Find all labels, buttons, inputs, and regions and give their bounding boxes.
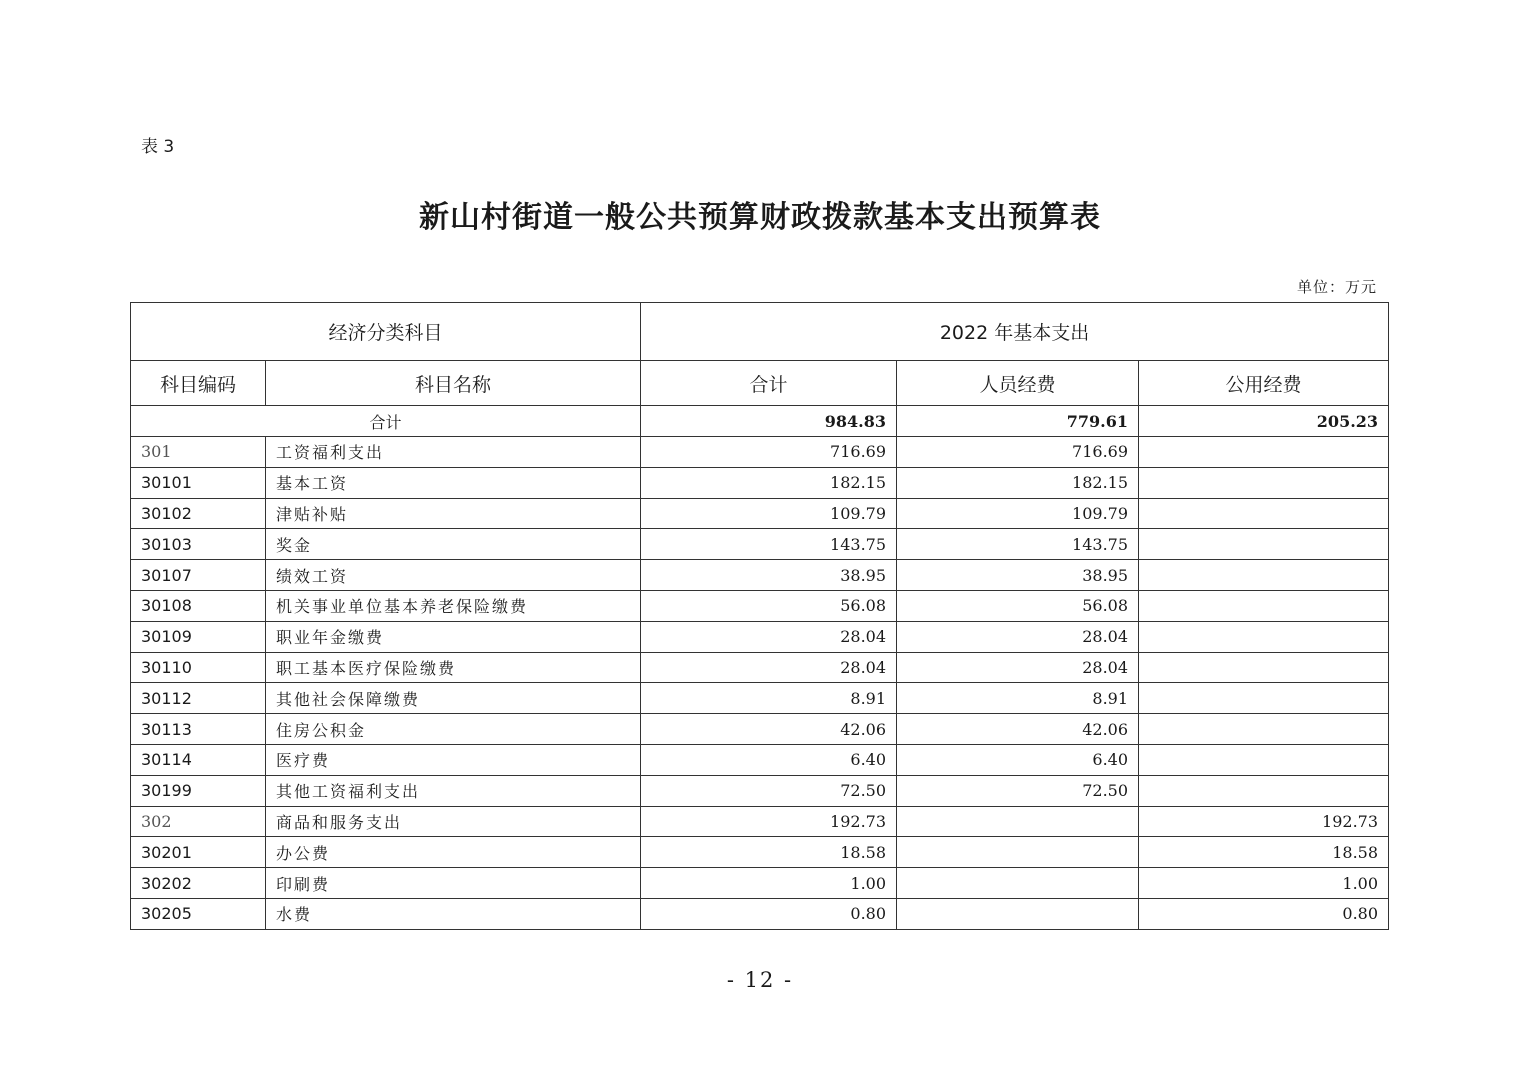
table-row	[131, 806, 1389, 837]
public-cell	[1139, 652, 1389, 683]
total-cell: 56.08	[641, 590, 897, 621]
table-row	[131, 714, 1389, 745]
subject-name-cell: 工资福利支出	[266, 437, 641, 468]
subject-code-cell: 30205	[131, 898, 266, 929]
personnel-cell: 143.75	[897, 529, 1139, 560]
public-cell: 0.80	[1139, 898, 1389, 929]
total-cell: 6.40	[641, 744, 897, 775]
table-row	[131, 621, 1389, 652]
subject-name-cell: 医疗费	[266, 744, 641, 775]
budget-table	[130, 302, 1389, 930]
subject-code-cell: 30107	[131, 560, 266, 591]
subject-name-cell: 其他社会保障缴费	[266, 683, 641, 714]
subject-code-cell: 30109	[131, 621, 266, 652]
header-basic-expenditure-2022: 2022 年基本支出	[641, 303, 1389, 361]
public-cell	[1139, 498, 1389, 529]
subject-code-cell: 30103	[131, 529, 266, 560]
header-economic-classification: 经济分类科目	[131, 303, 641, 361]
personnel-cell	[897, 837, 1139, 868]
personnel-cell: 109.79	[897, 498, 1139, 529]
total-cell: 1.00	[641, 868, 897, 899]
table-label: 表 3	[141, 137, 175, 157]
table-row	[131, 590, 1389, 621]
table-row	[131, 652, 1389, 683]
total-cell: 42.06	[641, 714, 897, 745]
total-cell: 38.95	[641, 560, 897, 591]
personnel-cell: 716.69	[897, 437, 1139, 468]
total-cell: 192.73	[641, 806, 897, 837]
table-row	[131, 898, 1389, 929]
subject-name-cell: 职业年金缴费	[266, 621, 641, 652]
personnel-cell: 28.04	[897, 621, 1139, 652]
table-row	[131, 560, 1389, 591]
table-row	[131, 683, 1389, 714]
public-cell	[1139, 775, 1389, 806]
header-public-expenses: 公用经费	[1139, 361, 1389, 406]
subject-name-cell: 绩效工资	[266, 560, 641, 591]
header-personnel-expenses: 人员经费	[897, 361, 1139, 406]
page-number: - 12 -	[726, 968, 794, 992]
public-cell: 192.73	[1139, 806, 1389, 837]
personnel-cell: 72.50	[897, 775, 1139, 806]
total-cell: 8.91	[641, 683, 897, 714]
public-cell	[1139, 590, 1389, 621]
subject-code-cell: 30199	[131, 775, 266, 806]
total-row-label: 合计	[131, 406, 641, 437]
personnel-cell: 38.95	[897, 560, 1139, 591]
public-cell	[1139, 467, 1389, 498]
public-cell	[1139, 621, 1389, 652]
total-cell: 109.79	[641, 498, 897, 529]
total-row-total: 984.83	[641, 406, 897, 437]
total-cell: 18.58	[641, 837, 897, 868]
subject-name-cell: 职工基本医疗保险缴费	[266, 652, 641, 683]
public-cell: 1.00	[1139, 868, 1389, 899]
total-row-public: 205.23	[1139, 406, 1389, 437]
subject-code-cell: 302	[131, 806, 266, 837]
total-cell: 72.50	[641, 775, 897, 806]
subject-code-cell: 30113	[131, 714, 266, 745]
subject-code-cell: 30201	[131, 837, 266, 868]
subject-name-cell: 其他工资福利支出	[266, 775, 641, 806]
public-cell	[1139, 683, 1389, 714]
total-cell: 28.04	[641, 621, 897, 652]
personnel-cell: 56.08	[897, 590, 1139, 621]
public-cell	[1139, 437, 1389, 468]
subject-code-cell: 30101	[131, 467, 266, 498]
table-row	[131, 467, 1389, 498]
public-cell	[1139, 529, 1389, 560]
personnel-cell: 6.40	[897, 744, 1139, 775]
personnel-cell: 42.06	[897, 714, 1139, 745]
total-cell: 182.15	[641, 467, 897, 498]
subject-name-cell: 住房公积金	[266, 714, 641, 745]
subject-name-cell: 办公费	[266, 837, 641, 868]
table-row	[131, 437, 1389, 468]
header-subject-code: 科目编码	[131, 361, 266, 406]
header-column-row	[131, 361, 1389, 406]
header-group-row	[131, 303, 1389, 361]
document-title: 新山村街道一般公共预算财政拨款基本支出预算表	[419, 200, 1101, 235]
header-total: 合计	[641, 361, 897, 406]
total-row	[131, 406, 1389, 437]
personnel-cell: 28.04	[897, 652, 1139, 683]
subject-name-cell: 商品和服务支出	[266, 806, 641, 837]
subject-name-cell: 印刷费	[266, 868, 641, 899]
personnel-cell: 182.15	[897, 467, 1139, 498]
table-row	[131, 868, 1389, 899]
public-cell	[1139, 744, 1389, 775]
public-cell	[1139, 560, 1389, 591]
personnel-cell	[897, 868, 1139, 899]
total-cell: 28.04	[641, 652, 897, 683]
total-cell: 0.80	[641, 898, 897, 929]
subject-name-cell: 奖金	[266, 529, 641, 560]
table-row	[131, 529, 1389, 560]
subject-name-cell: 基本工资	[266, 467, 641, 498]
table-row	[131, 775, 1389, 806]
unit-label: 单位：万元	[1296, 278, 1377, 296]
subject-code-cell: 30110	[131, 652, 266, 683]
personnel-cell	[897, 898, 1139, 929]
public-cell	[1139, 714, 1389, 745]
total-cell: 716.69	[641, 437, 897, 468]
header-subject-name: 科目名称	[266, 361, 641, 406]
subject-code-cell: 30102	[131, 498, 266, 529]
subject-code-cell: 30112	[131, 683, 266, 714]
table-row	[131, 498, 1389, 529]
public-cell: 18.58	[1139, 837, 1389, 868]
personnel-cell	[897, 806, 1139, 837]
table-row	[131, 837, 1389, 868]
subject-code-cell: 30202	[131, 868, 266, 899]
table-row	[131, 744, 1389, 775]
subject-code-cell: 30108	[131, 590, 266, 621]
subject-name-cell: 津贴补贴	[266, 498, 641, 529]
total-cell: 143.75	[641, 529, 897, 560]
personnel-cell: 8.91	[897, 683, 1139, 714]
subject-name-cell: 水费	[266, 898, 641, 929]
subject-code-cell: 301	[131, 437, 266, 468]
total-row-personnel: 779.61	[897, 406, 1139, 437]
subject-name-cell: 机关事业单位基本养老保险缴费	[266, 590, 641, 621]
subject-code-cell: 30114	[131, 744, 266, 775]
